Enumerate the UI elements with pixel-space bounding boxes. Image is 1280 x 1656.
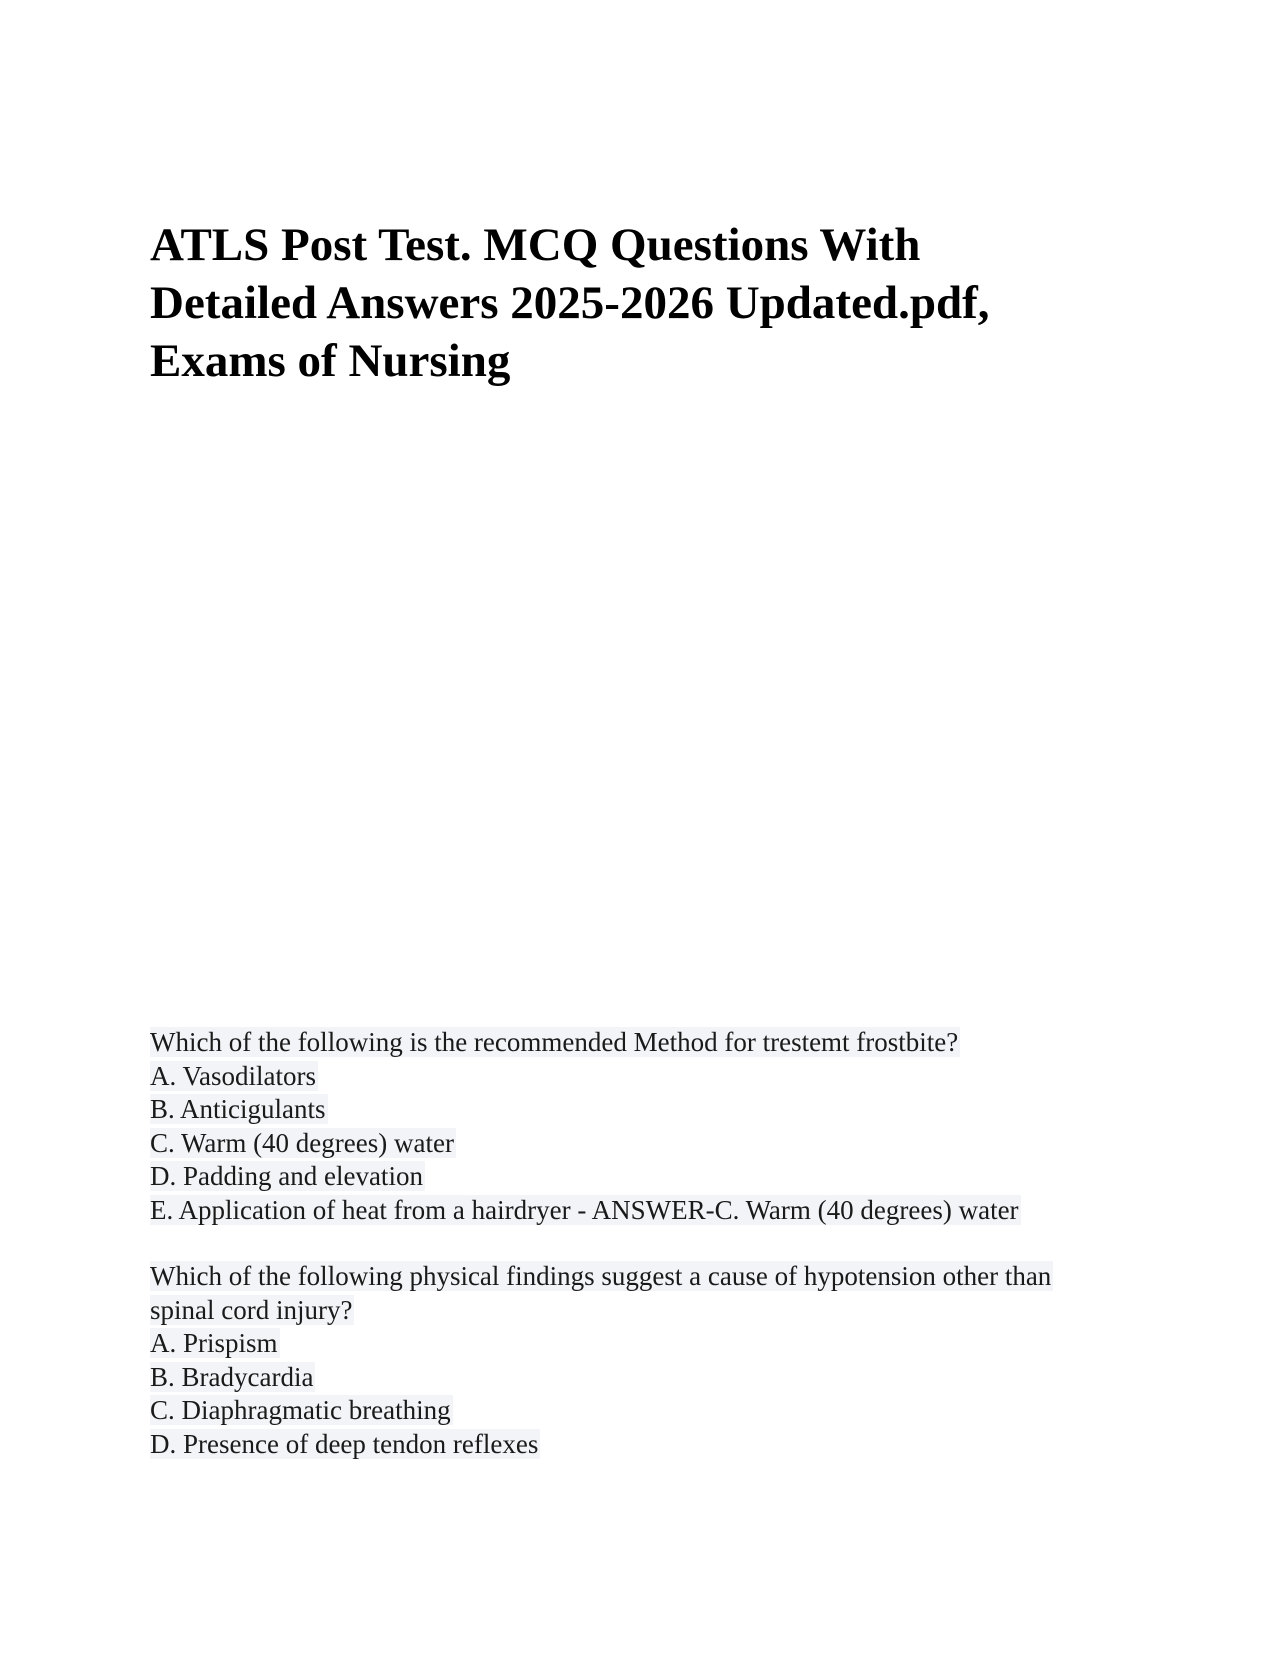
question-text-line: Which of the following physical findings suggest a cause of hypotension other than [150,1261,1052,1291]
document-title-line: ATLS Post Test. MCQ Questions With [150,219,921,271]
document-title-line: Detailed Answers 2025-2026 Updated.pdf, [150,277,990,329]
question-text-line: Which of the following is the recommended Method for trestemt frostbite? [150,1027,959,1057]
question-text-line: spinal cord injury? [150,1294,353,1325]
question-block-frostbite [150,1026,1150,1227]
option-a: A. Prispism [150,1328,278,1358]
option-c: C. Warm (40 degrees) water [150,1127,454,1158]
option-b: B. Anticigulants [150,1094,326,1124]
option-d: D. Presence of deep tendon reflexes [150,1428,539,1459]
option-d: D. Padding and elevation [150,1161,423,1191]
question-block-hypotension [150,1260,1150,1461]
document-title [150,216,1150,390]
document-title-line: Exams of Nursing [150,335,511,387]
option-e-with-answer: E. Application of heat from a hairdryer - ANSWER-C. Warm (40 degrees) water [150,1194,1019,1225]
option-a: A. Vasodilators [150,1060,316,1091]
option-c: C. Diaphragmatic breathing [150,1395,451,1425]
option-b: B. Bradycardia [150,1361,314,1392]
